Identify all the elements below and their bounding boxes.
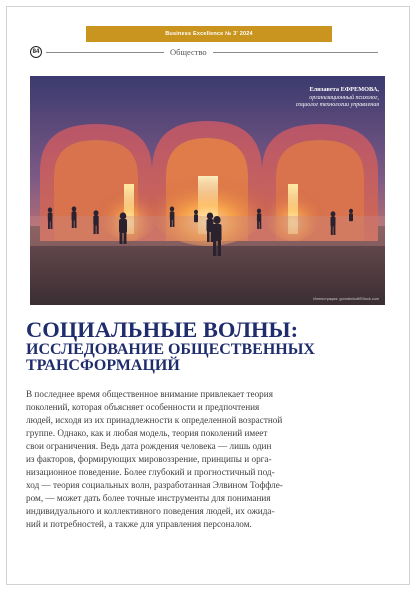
article-title-line-2: ИССЛЕДОВАНИЕ ОБЩЕСТВЕННЫХ xyxy=(26,341,315,358)
article-title xyxy=(26,318,396,374)
author-role-2: социолог технологии управления xyxy=(295,102,379,108)
body-line: ний и потребностей, а также для управления персоналом. xyxy=(26,519,252,529)
body-line: ход — теория социальных волн, разработанная Элвином Тоффле- xyxy=(26,480,283,490)
author-name: Елизавета ЕФРЕМОВА, xyxy=(309,86,379,93)
article-illustration xyxy=(30,76,385,305)
article-title-line-3: ТРАНСФОРМАЦИЙ xyxy=(26,357,180,374)
photo-credit: Иллюстрация: gorodenkoff/iStock.com xyxy=(313,297,379,301)
section-title: Общество xyxy=(170,47,207,57)
section-row xyxy=(30,46,382,58)
section-rule-left xyxy=(46,52,164,53)
section-rule-right xyxy=(213,52,378,53)
journal-header xyxy=(86,26,332,42)
arches-scene-image xyxy=(30,76,385,305)
author-caption xyxy=(296,86,379,110)
body-line: В последнее время общественное внимание привлекает теория xyxy=(26,389,273,399)
body-line: низационное поведение. Более глубокий и прогностичный под- xyxy=(26,467,275,477)
body-line: ром, — может дать более точные инструменты для понимания xyxy=(26,493,271,503)
body-line: поколений, которая объясняет особенности и предпочтения xyxy=(26,402,260,412)
author-role-1: организационный психолог, xyxy=(309,94,379,101)
body-line: людей, исходя из их принадлежности к определенной возрастной xyxy=(26,415,283,425)
article-body xyxy=(26,388,398,531)
body-line: индивидуального и коллективного поведения людей, их ожида- xyxy=(26,506,275,516)
article-title-line-1: СОЦИАЛЬНЫЕ ВОЛНЫ: xyxy=(26,317,299,342)
body-line: свои ограничения. Ведь дата рождения человека — лишь один xyxy=(26,441,272,451)
body-line: группе. Однако, как и любая модель, теория поколений имеет xyxy=(26,428,268,438)
page-number: 84 xyxy=(30,46,42,58)
body-line: из факторов, формирующих мировоззрение, принципы и орга- xyxy=(26,454,272,464)
journal-title: Business Excellence № 3' 2024 xyxy=(165,31,253,37)
